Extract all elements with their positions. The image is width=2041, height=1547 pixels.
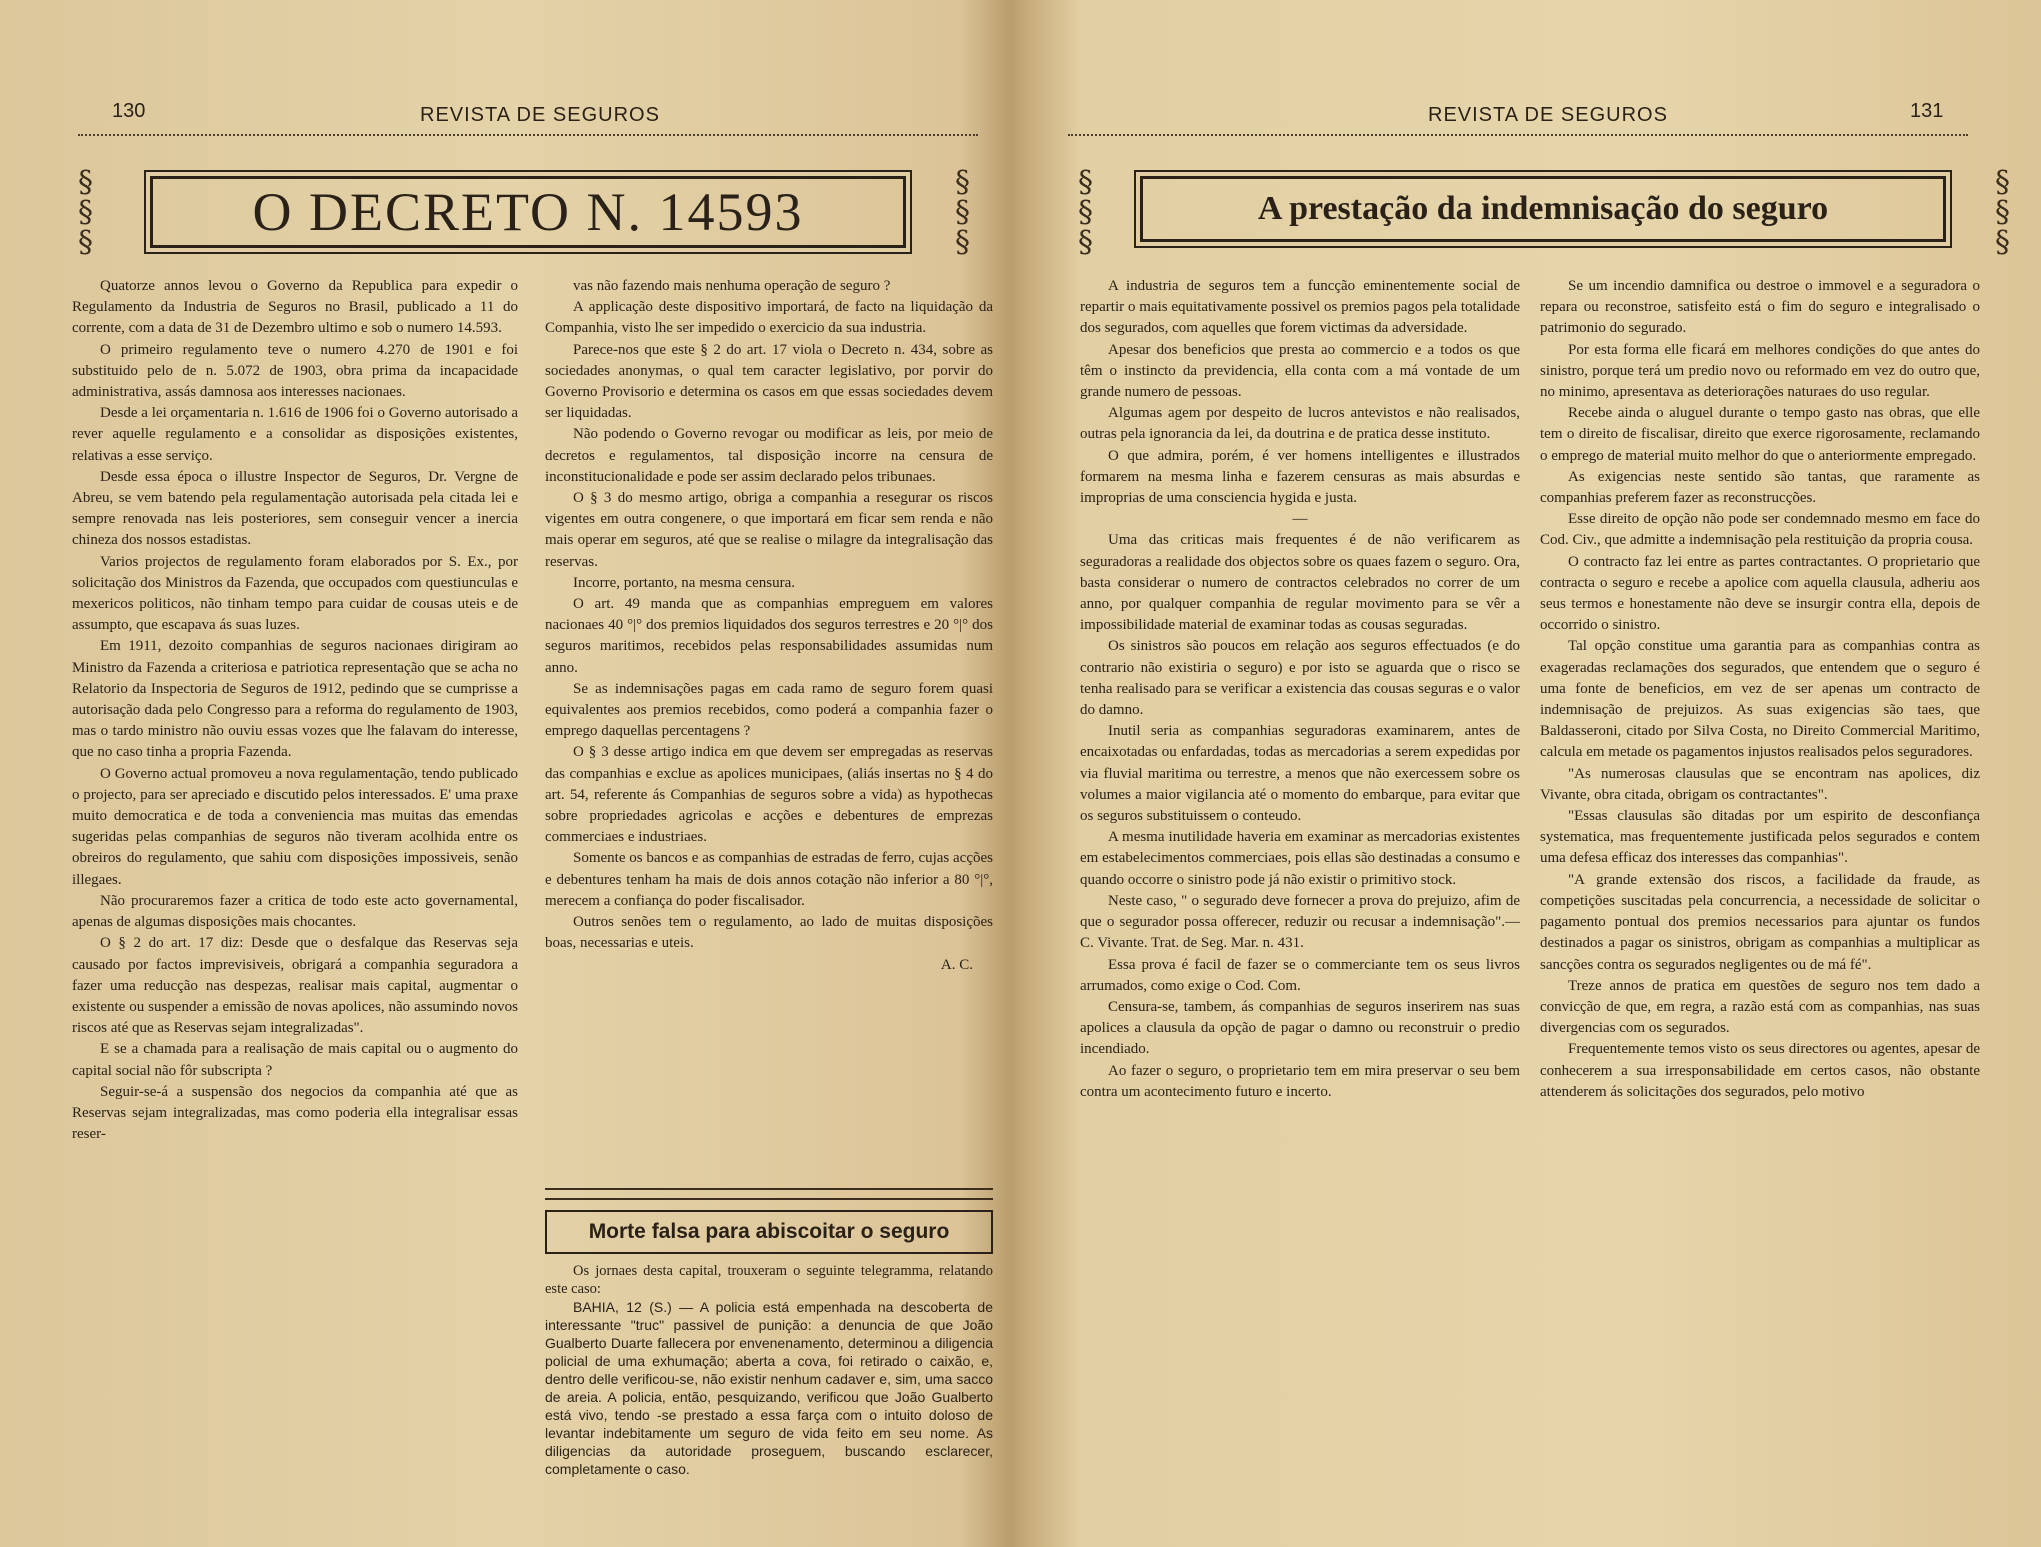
paragraph: O que admira, porém, é ver homens intelligentes e illustrados formarem na mesma linha e fazerem censuras as mais absurdas e improprias de uma consciencia hygida e justa. <box>1080 447 1520 507</box>
section-divider <box>545 1188 993 1200</box>
paragraph: Se um incendio damnifica ou destroe o immovel e a seguradora o repara ou reconstroe, satisfeito está o fim do seguro e integralisado o patrimonio do segurado. <box>1540 278 1980 337</box>
paragraph: Algumas agem por despeito de lucros antevistos e não realisados, outras pela ignorancia da lei, da doutrina e de pratica desse instituto. <box>1080 405 1520 443</box>
paragraph: O § 3 desse artigo indica em que devem ser empregadas as reservas das companhias e exclue as apolices municipaes, (aliás insertas no § 4 do art. 54, referente ás Companhias de seguros sobre a vida) as hypothecas sobre propriedades agricolas e acções e debentures de emprezas commerciaes e industriaes. <box>545 744 993 846</box>
paragraph: Censura-se, tambem, ás companhias de seguros inserirem nas suas apolices a clausula da opção de pagar o damno ou reconstruir o predio incendiado. <box>1080 998 1520 1058</box>
paragraph: E se a chamada para a realisação de mais capital ou o augmento do capital social não fôr subscripta ? <box>72 1041 518 1079</box>
article-title: A prestação da indemnisação do seguro <box>1257 190 1829 227</box>
paragraph: Recebe ainda o aluguel durante o tempo gasto nas obras, que elle tem o direito de fiscalisar, direito que exerce rigorosamente, reclamando o emprego de material muito melhor do que o anteriormente empregado. <box>1540 405 1980 464</box>
page-number: 130 <box>112 100 146 122</box>
paragraph: O art. 49 manda que as companhias empreguem em valores nacionaes 40 °|° dos premios liquidados dos seguros terrestres e 20 °|° dos seguros maritimos, recebidos pelas responsabilidades assumidas num anno. <box>545 596 993 676</box>
ornament-scroll-icon: § § § <box>1078 165 1093 260</box>
paragraph: Tal opção constitue uma garantia para as companhias contra as exageradas reclamações dos segurados, que entendem que o seguro é uma fonte de beneficios, em vez de ser apenas um contracto de indemnisação de prejuizos. As suas exigencias são taes, que Baldasseroni, citado por Silva Costa, no Direito Commercial Maritimo, calcula em metade os pagamentos injustos realisados pelos seguradores. <box>1540 638 1980 761</box>
paragraph: O § 2 do art. 17 diz: Desde que o desfalque das Reservas seja causado por factos imprevisiveis, obrigará a companhia seguradora a fazer uma reducção nas despezas, realisar mais capital, augmentar o existente ou suspender a emissão de novas apolices, não assumindo novos riscos até que as Reservas sejam integralizadas". <box>72 935 518 1037</box>
article-title-box <box>1140 176 1946 242</box>
ornament-scroll-icon: § § § <box>1995 165 2010 260</box>
article-column-2 <box>1540 276 1980 1103</box>
paragraph: O primeiro regulamento teve o numero 4.270 de 1901 e foi substituido pelo de n. 5.072 de 1903, obra prima da incapacidade administrativa, assás damnosa aos interesses nacionaes. <box>72 341 518 401</box>
paragraph: O Governo actual promoveu a nova regulamentação, tendo publicado o projecto, para ser apreciado e discutido pelos interessados. E' uma praxe muito democratica e de toda a conveniencia mas muitas das emendas sugeridas pelas companhias de seguros não tiveram acolhida entre os obreiros do regulamento, que sahiu com disposições impossiveis, senão illegaes. <box>72 765 518 888</box>
paragraph: Se as indemnisações pagas em cada ramo de seguro forem quasi equivalentes aos premios recebidos, como poderá a companhia fazer o emprego daquellas percentagens ? <box>545 680 993 740</box>
paragraph: vas não fazendo mais nenhuma operação de seguro ? <box>573 278 891 294</box>
paragraph: Por esta forma elle ficará em melhores condições do que antes do sinistro, porque terá um predio novo ou reformado em vez do outro que, no minimo, apresentava as deteriorações naturaes do uso regular. <box>1540 341 1980 401</box>
paragraph: Varios projectos de regulamento foram elaborados por S. Ex., por solicitação dos Ministros da Fazenda, que occupados com questiunculas e mexericos politicos, não tinham tempo para cuidar de cousas uteis e de assumpto, que escapava ás suas luzes. <box>72 553 518 634</box>
paragraph: "A grande extensão dos riscos, a facilidade da fraude, as competições suscitadas pela concurrencia, a necessidade de solicitar o pagamento pontual dos premios necessarios para ajuntar os fundos destinados a pagar os sinistros, obrigam as companhias a multiplicar as sancções contra os segurados negligentes ou de má fé". <box>1540 871 1980 973</box>
subarticle-intro: Os jornaes desta capital, trouxeram o seguinte telegramma, relatando este caso: <box>545 1263 993 1297</box>
paragraph: Desde essa época o illustre Inspector de Seguros, Dr. Vergne de Abreu, se vem batendo pela regulamentação autorisada pela citada lei e sempre renovada nas leis posteriores, sem conseguir vencer a inercia chineza dos nossos estadistas. <box>72 468 518 549</box>
running-head: REVISTA DE SEGUROS <box>1428 104 1668 126</box>
article-column-2 <box>545 276 993 976</box>
page-number: 131 <box>1910 100 1944 122</box>
paragraph: Outros senões tem o regulamento, ao lado de muitas disposições boas, necessarias e uteis. <box>545 914 993 952</box>
ornament-scroll-icon: § § § <box>78 165 93 260</box>
paragraph: Parece-nos que este § 2 do art. 17 viola o Decreto n. 434, sobre as sociedades anonymas, o qual tem caracter legislativo, por porvir do Governo Provisorio e determina os casos em que essas sociedades devem ser liquidadas. <box>545 341 993 422</box>
paragraph: As exigencias neste sentido são tantas, que raramente as companhias preferem fazer as reconstrucções. <box>1540 468 1980 507</box>
paragraph: A mesma inutilidade haveria em examinar as mercadorias existentes em estabelecimentos commerciaes, pois ellas são destinadas a consumo e quando occorre o sinistro pode já não existir o primitivo stock. <box>1080 829 1520 888</box>
header-rule <box>1068 134 1968 136</box>
article-title: O DECRETO N. 14593 <box>252 182 804 242</box>
subarticle-body <box>545 1262 993 1478</box>
ornament-scroll-icon: § § § <box>955 165 970 260</box>
signature: A. C. <box>940 956 973 973</box>
paragraph: Uma das criticas mais frequentes é de não verificarem as seguradoras a realidade dos objectos sobre os quaes fazem o seguro. Ora, basta considerar o numero de contractos celebrados no correr de um anno, por qualquer companhia de regular movimento para se vêr a impossibilidade material de examinar todas as cousas seguradas. <box>1080 532 1520 634</box>
paragraph: Não podendo o Governo revogar ou modificar as leis, por meio de decretos e regulamentos, tal disposição incorre na censura de inconstitucionalidade e pode ser assim declarado pelos tribunaes. <box>545 426 993 485</box>
article-column-1 <box>1080 276 1520 1103</box>
paragraph: Frequentemente temos visto os seus directores ou agentes, apesar de conhecerem a sua irresponsabilidade em certos casos, não obstante attenderem ás solicitações dos segurados, pelo motivo <box>1540 1041 1980 1100</box>
paragraph: O § 3 do mesmo artigo, obriga a companhia a resegurar os riscos vigentes em outra congenere, o que importará em ficar sem renda e não mais operar em seguros, até que se realise o milagre da integralisação das reservas. <box>545 490 993 570</box>
paragraph: Neste caso, " o segurado deve fornecer a prova do prejuizo, afim de que o segurador possa offerecer, reduzir ou recusar a indemnisação".— C. Vivante. Trat. de Seg. Mar. n. 431. <box>1080 892 1520 952</box>
paragraph: Esse direito de opção não pode ser condemnado mesmo em face do Cod. Civ., que admitte a indemnisação pela restituição da propria cousa. <box>1540 511 1980 549</box>
paragraph: Somente os bancos e as companhias de estradas de ferro, cujas acções e debentures tenham ha mais de dois annos cotação não inferior a 80 °|°, merecem a confiança do poder fiscalisador. <box>545 850 993 909</box>
article-title-box <box>150 176 906 248</box>
paragraph: A industria de seguros tem a funcção eminentemente social de repartir o mais equitativamente possivel os premios pagos pela totalidade dos segurados, com aquelles que forem victimas da adversidade. <box>1080 278 1520 337</box>
header-rule <box>78 134 978 136</box>
paragraph: Apesar dos beneficios que presta ao commercio e a todos os que têm o instincto da previdencia, ella conta com a má vontade de um grande numero de pessoas. <box>1080 341 1520 401</box>
right-page <box>1060 0 2041 1547</box>
paragraph: Os sinistros são poucos em relação aos seguros effectuados (e do contrario não existiria o seguro) e por isto se aguarda que o risco se tenha realisado para se verificar a existencia das cousas seguras e o valor do damno. <box>1080 638 1520 719</box>
subarticle-title: Morte falsa para abiscoitar o seguro <box>545 1210 993 1254</box>
paragraph: Ao fazer o seguro, o proprietario tem em mira preservar o seu bem contra um acontecimento futuro e incerto. <box>1080 1062 1520 1100</box>
paragraph: Não procuraremos fazer a critica de todo este acto governamental, apenas de algumas disposições mais chocantes. <box>72 892 518 931</box>
left-page <box>0 0 1000 1547</box>
paragraph: "Essas clausulas são ditadas por um espirito de desconfiança systematica, mas frequentemente justificada pelos segurados e contem uma defesa efficaz dos interesses das companhias". <box>1540 808 1980 867</box>
paragraph: "As numerosas clausulas que se encontram nas apolices, diz Vivante, obra citada, obrigam os contractantes". <box>1540 765 1980 803</box>
paragraph: Desde a lei orçamentaria n. 1.616 de 1906 foi o Governo autorisado a rever aquelle regulamento e a consolidar as disposições existentes, relativas a esse serviço. <box>72 405 518 464</box>
article-column-1 <box>72 276 518 1145</box>
paragraph: Essa prova é facil de fazer se o commerciante tem os seus livros arrumados, como exige o Cod. Com. <box>1080 956 1520 994</box>
paragraph: — <box>1292 511 1308 528</box>
paragraph: Seguir-se-á a suspensão dos negocios da companhia até que as Reservas sejam integralizadas, mas como poderia ella integralisar essas reser- <box>72 1083 518 1143</box>
paragraph: Inutil seria as companhias seguradoras examinarem, antes de encaixotadas ou enfardadas, todas as mercadorias a serem expedidas por via fluvial maritima ou terrestre, a menos que não exercessem sobre os volumes a maior vigilancia até o momento do embarque, para evitar que os seguros substituissem o conteudo. <box>1080 723 1520 825</box>
running-head: REVISTA DE SEGUROS <box>420 104 660 126</box>
paragraph: Quatorze annos levou o Governo da Republica para expedir o Regulamento da Industria de Seguros no Brasil, publicado a 11 do corrente, com a data de 31 de Dezembro ultimo e sob o numero 14.593. <box>72 278 518 337</box>
paragraph: Em 1911, dezoito companhias de seguros nacionaes dirigiram ao Ministro da Fazenda a criteriosa e patriotica representação que se acha no Relatorio da Inspectoria de Seguros de 1912, pedindo que se cumprisse a autorisação dada pelo Congresso para a reforma do regulamento de 1903, mas o tardo ministro não ouviu essas vozes que lhe falavam do interesse, que no caso tinha a propria Fazenda. <box>72 638 518 761</box>
paragraph: Treze annos de pratica em questões de seguro nos tem dado a convicção de que, em regra, a razão está com as companhias, nas suas divergencias com os segurados. <box>1540 977 1980 1037</box>
paragraph: A applicação deste dispositivo importará, de facto na liquidação da Companhia, visto lhe ser impedido o exercicio da sua industria. <box>545 299 993 337</box>
paragraph: Incorre, portanto, na mesma censura. <box>573 574 795 591</box>
subarticle-telegram: BAHIA, 12 (S.) — A policia está empenhada na descoberta de interessante "truc" passivel de punição: a denuncia de que João Gualberto Duarte fallecera por envenenamento, determinou a diligencia policial de uma exhumação; aberta a cova, foi retirado o caixão, e, dentro delle verificou-se, não existir nenhum cadaver e, sim, uma sacco de areia. A policia, então, pesquizando, verificou que João Gualberto está vivo, tendo -se prestado a essa farça com o intuito doloso de levantar indebitamente um seguro de vida feito em seu nome. As diligencias da autoridade proseguem, buscando esclarecer, completamente o caso. <box>545 1299 993 1477</box>
paragraph: O contracto faz lei entre as partes contractantes. O proprietario que contracta o seguro e recebe a apolice com aquella clausula, adheriu aos seus termos e honestamente não deve se insurgir contra ella, depois de occorrido o sinistro. <box>1540 553 1980 634</box>
